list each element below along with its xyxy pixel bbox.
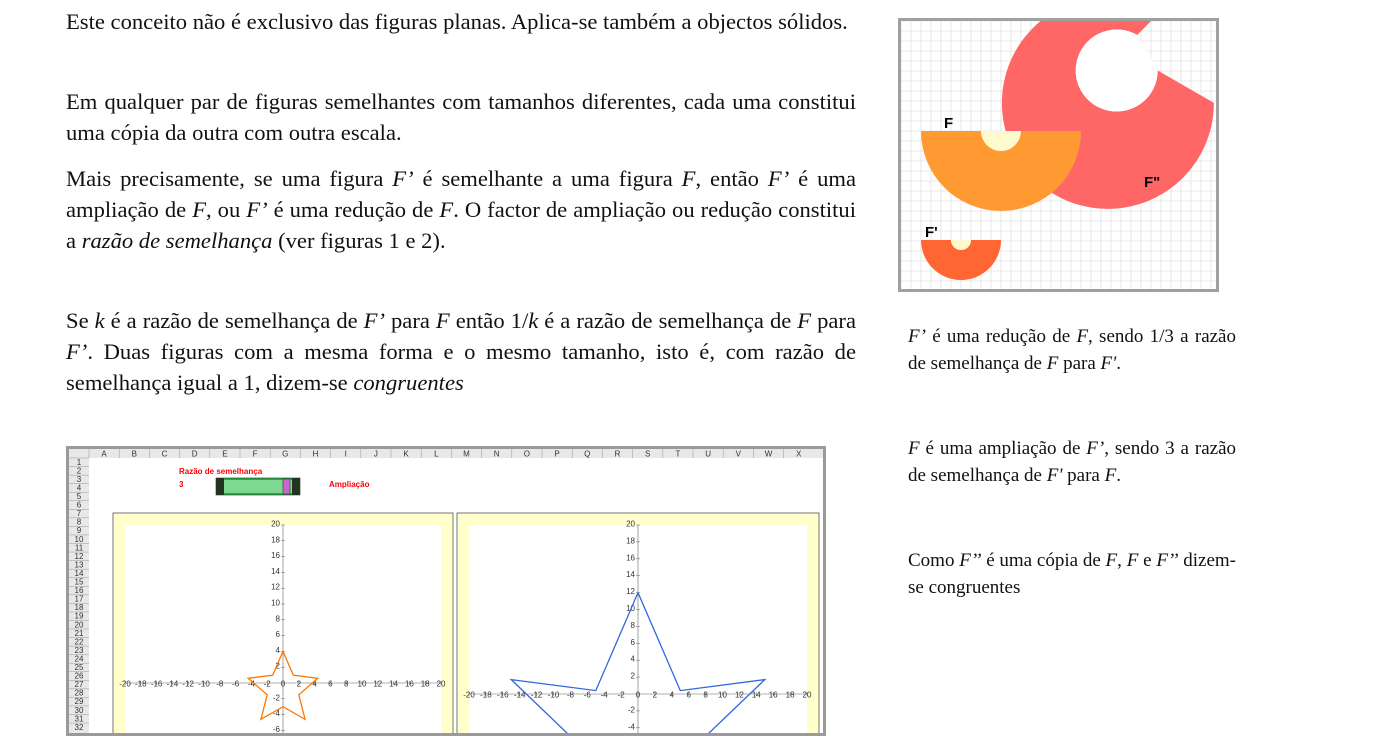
row-header[interactable]: 1 bbox=[76, 457, 82, 467]
shape-f-double-inner bbox=[1076, 30, 1158, 112]
x-tick-label: 0 bbox=[280, 679, 286, 689]
label-f-double: F" bbox=[1144, 174, 1161, 191]
scroll-thumb[interactable] bbox=[283, 479, 290, 494]
x-tick-label: -20 bbox=[463, 690, 475, 700]
row-header[interactable]: 12 bbox=[74, 551, 84, 561]
y-tick-label: 16 bbox=[271, 551, 280, 561]
row-header[interactable]: 26 bbox=[74, 671, 84, 681]
x-tick-label: 8 bbox=[343, 679, 349, 689]
y-tick-label: 20 bbox=[271, 519, 280, 529]
y-tick-label: 2 bbox=[275, 661, 280, 671]
x-tick-label: 10 bbox=[718, 690, 727, 700]
column-header[interactable]: V bbox=[735, 449, 741, 459]
x-tick-label: -20 bbox=[119, 679, 131, 689]
x-tick-label: 6 bbox=[328, 679, 333, 689]
x-tick-label: 20 bbox=[436, 679, 446, 689]
row-header[interactable]: 17 bbox=[74, 594, 84, 604]
row-header[interactable]: 24 bbox=[74, 654, 84, 664]
column-header[interactable]: X bbox=[796, 449, 802, 459]
row-header[interactable]: 5 bbox=[76, 492, 82, 501]
x-tick-label: -8 bbox=[216, 679, 224, 689]
y-tick-label: 16 bbox=[626, 553, 635, 563]
column-header[interactable]: Q bbox=[584, 449, 591, 459]
row-header[interactable]: 2 bbox=[76, 466, 82, 476]
y-tick-label: 4 bbox=[630, 654, 635, 664]
x-tick-label: -4 bbox=[600, 690, 608, 700]
y-tick-label: 10 bbox=[626, 604, 635, 613]
row-header[interactable]: 19 bbox=[74, 611, 84, 621]
row-header[interactable]: 16 bbox=[74, 586, 84, 596]
row-header[interactable]: 4 bbox=[76, 483, 82, 493]
spreadsheet-svg bbox=[69, 449, 823, 733]
row-header[interactable]: 30 bbox=[74, 705, 84, 715]
x-tick-label: -6 bbox=[232, 679, 240, 689]
column-header[interactable]: I bbox=[344, 449, 347, 459]
y-tick-label: 6 bbox=[630, 637, 635, 647]
x-tick-label: 0 bbox=[635, 690, 641, 700]
scroll-right-arrow[interactable] bbox=[292, 478, 300, 495]
row-header[interactable]: 18 bbox=[74, 603, 84, 613]
y-tick-label: 8 bbox=[275, 614, 280, 624]
x-tick-label: -14 bbox=[166, 679, 179, 689]
column-header[interactable]: P bbox=[554, 449, 560, 459]
spreadsheet-figure bbox=[66, 446, 826, 736]
mode-label: Ampliação bbox=[329, 480, 370, 489]
x-tick-label: -6 bbox=[583, 690, 591, 700]
column-header[interactable]: F bbox=[252, 449, 258, 459]
column-header[interactable]: K bbox=[403, 449, 409, 459]
x-tick-label: 16 bbox=[404, 679, 414, 689]
column-header[interactable]: U bbox=[705, 449, 711, 459]
column-header[interactable]: M bbox=[463, 449, 470, 459]
caption-congruent: Como F’’ é uma cópia de F, F e F’’ dizem-se congruentes bbox=[908, 550, 1237, 598]
column-header[interactable]: A bbox=[101, 449, 107, 459]
y-tick-label: 20 bbox=[626, 519, 635, 529]
paragraph-definition: Mais precisamente, se uma figura F’ é semelhante a uma figura F, então F’ é uma ampliação de F, ou F’ é uma redução de F. O factor de ampliação ou redução constitui a razão de semelhança (ver figuras 1 e 2). bbox=[66, 166, 856, 253]
column-header[interactable]: G bbox=[282, 449, 289, 459]
column-header[interactable]: S bbox=[645, 449, 651, 459]
row-header[interactable]: 22 bbox=[74, 637, 84, 647]
ratio-value: 3 bbox=[179, 480, 184, 489]
x-tick-label: 2 bbox=[652, 690, 658, 700]
column-header[interactable]: B bbox=[131, 449, 137, 459]
row-header[interactable]: 11 bbox=[74, 543, 84, 553]
x-tick-label: -2 bbox=[263, 679, 271, 689]
column-header[interactable]: D bbox=[191, 449, 198, 459]
row-header[interactable]: 27 bbox=[74, 680, 84, 690]
x-tick-label: 4 bbox=[669, 690, 675, 700]
row-header[interactable]: 23 bbox=[74, 645, 84, 655]
column-header[interactable]: H bbox=[312, 449, 319, 459]
y-tick-label: 14 bbox=[271, 566, 280, 576]
x-tick-label: 10 bbox=[357, 679, 367, 689]
y-tick-label: 18 bbox=[271, 535, 280, 545]
scroll-left-arrow[interactable] bbox=[216, 478, 224, 495]
y-tick-label: -2 bbox=[627, 705, 635, 715]
x-tick-label: -18 bbox=[480, 690, 492, 700]
row-header[interactable]: 32 bbox=[74, 722, 84, 732]
figure-shapes bbox=[898, 18, 1219, 292]
caption-enlargement: F é uma ampliação de F’, sendo 3 a razão de semelhança de F' para F. bbox=[908, 438, 1236, 486]
column-header[interactable]: C bbox=[161, 449, 168, 459]
column-header[interactable]: E bbox=[222, 449, 228, 459]
row-header[interactable]: 31 bbox=[74, 714, 84, 724]
label-f-prime: F' bbox=[925, 224, 938, 241]
caption-reduction: F’ é uma redução de F, sendo 1/3 a razão de semelhança de F para F'. bbox=[908, 326, 1236, 374]
row-header[interactable]: 28 bbox=[74, 688, 84, 698]
row-header[interactable]: 6 bbox=[76, 500, 82, 510]
y-tick-label: -4 bbox=[627, 722, 635, 732]
x-tick-label: -2 bbox=[617, 690, 625, 700]
chart-enlarged bbox=[457, 513, 819, 733]
x-tick-label: -12 bbox=[182, 679, 194, 689]
x-tick-label: 2 bbox=[296, 679, 302, 689]
row-header[interactable]: 3 bbox=[76, 474, 82, 484]
x-tick-label: 14 bbox=[751, 690, 761, 700]
paragraph-congruent: Se k é a razão de semelhança de F’ para F então 1/k é a razão de semelhança de F para F’. Duas figuras com a mesma forma e o mesmo tamanho, isto é, com razão de semelhança igual a 1, dizem-se congruentes bbox=[66, 308, 856, 395]
x-tick-label: -18 bbox=[135, 679, 147, 689]
row-header[interactable]: 25 bbox=[74, 663, 84, 672]
y-tick-label: 6 bbox=[275, 630, 280, 640]
y-tick-label: -2 bbox=[272, 693, 280, 703]
x-tick-label: 12 bbox=[734, 690, 744, 700]
x-tick-label: -16 bbox=[497, 690, 509, 700]
x-tick-label: 6 bbox=[686, 690, 691, 700]
column-header[interactable]: N bbox=[493, 449, 500, 459]
column-header[interactable]: L bbox=[434, 449, 439, 459]
x-tick-label: 18 bbox=[420, 679, 430, 689]
ratio-title: Razão de semelhança bbox=[179, 467, 263, 476]
column-header[interactable]: O bbox=[523, 449, 531, 459]
column-header[interactable]: W bbox=[764, 449, 773, 459]
chart-original bbox=[113, 513, 453, 733]
ratio-scrollbar[interactable] bbox=[216, 478, 300, 495]
y-tick-label: 18 bbox=[626, 536, 635, 546]
row-header[interactable]: 21 bbox=[74, 628, 84, 638]
y-tick-label: 8 bbox=[630, 620, 635, 630]
y-tick-label: -6 bbox=[272, 724, 280, 733]
row-header[interactable]: 9 bbox=[76, 526, 82, 536]
paragraph-scale: Em qualquer par de figuras semelhantes com tamanhos diferentes, cada uma constitui uma cópia da outra com outra escala. bbox=[66, 89, 856, 145]
column-header[interactable]: R bbox=[614, 449, 621, 459]
paragraph-intro: Este conceito não é exclusivo das figuras planas. Aplica-se também a objectos sólidos. bbox=[66, 9, 848, 34]
y-tick-label: 2 bbox=[630, 671, 635, 681]
x-tick-label: 14 bbox=[389, 679, 399, 689]
x-tick-label: -8 bbox=[566, 690, 574, 700]
row-header[interactable]: 15 bbox=[74, 577, 84, 587]
row-header[interactable]: 14 bbox=[74, 568, 84, 578]
figure-shapes-svg bbox=[901, 21, 1216, 289]
y-tick-label: 4 bbox=[275, 645, 280, 655]
y-tick-label: 12 bbox=[626, 587, 635, 597]
y-tick-label: -4 bbox=[272, 709, 280, 719]
y-tick-label: 12 bbox=[271, 582, 280, 592]
row-header[interactable]: 8 bbox=[76, 517, 82, 527]
x-tick-label: -10 bbox=[198, 679, 210, 689]
x-tick-label: -12 bbox=[530, 690, 543, 700]
x-tick-label: -4 bbox=[247, 679, 255, 689]
x-tick-label: 16 bbox=[768, 690, 778, 700]
x-tick-label: -16 bbox=[150, 679, 163, 689]
column-header[interactable]: J bbox=[373, 449, 378, 459]
y-tick-label: 14 bbox=[626, 570, 635, 580]
x-tick-label: 12 bbox=[373, 679, 383, 689]
column-header[interactable]: T bbox=[675, 449, 681, 459]
row-header[interactable]: 29 bbox=[74, 697, 84, 707]
row-header[interactable]: 13 bbox=[74, 560, 84, 570]
x-tick-label: -14 bbox=[513, 690, 526, 700]
row-header[interactable]: 20 bbox=[74, 620, 84, 630]
x-tick-label: -10 bbox=[547, 690, 560, 700]
row-header[interactable]: 10 bbox=[74, 534, 84, 544]
x-tick-label: 20 bbox=[802, 690, 812, 700]
row-header[interactable]: 7 bbox=[76, 509, 82, 519]
label-f: F bbox=[944, 115, 954, 132]
x-tick-label: 8 bbox=[703, 690, 708, 700]
x-tick-label: 4 bbox=[312, 679, 317, 689]
x-tick-label: 18 bbox=[785, 690, 795, 700]
y-tick-label: 10 bbox=[271, 598, 280, 608]
